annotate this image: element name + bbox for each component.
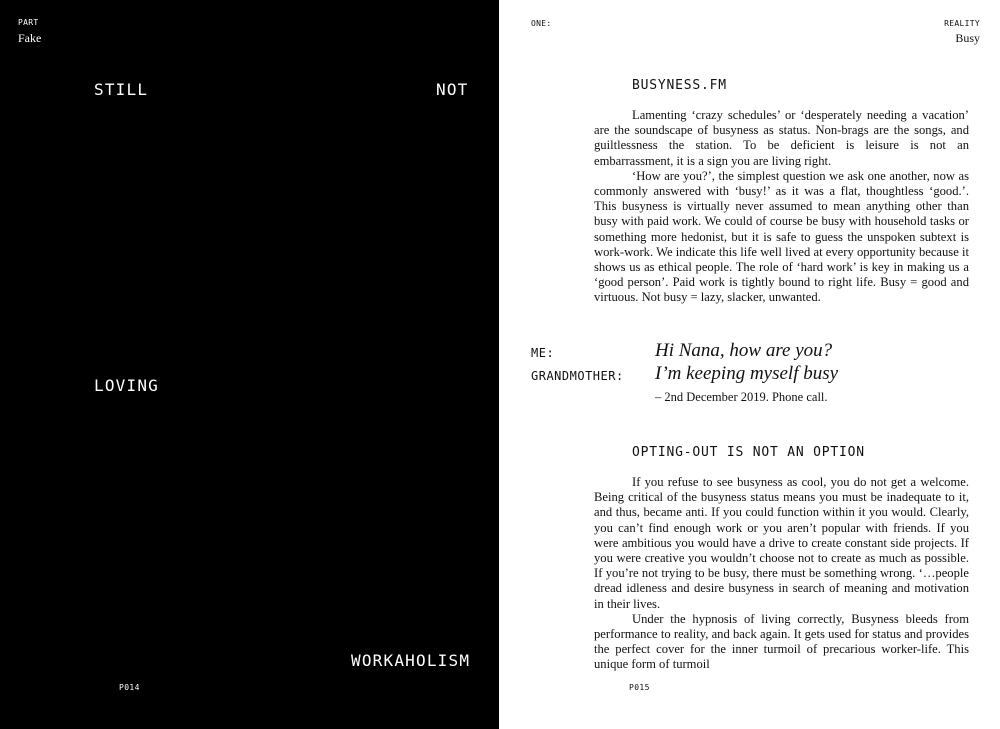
paragraph: Under the hypnosis of living correctly, Busyness bleeds from performance to reality, and back again. It gets used for status and provides the perfect cover for the inner turmoil of precarious worker-life. This unique form of turmoil [594, 611, 969, 672]
heading-busyness-fm: BUSYNESS.FM [632, 78, 727, 93]
section-label: ONE: [531, 19, 552, 28]
dialog-grandmother-line: I’m keeping myself busy [655, 363, 839, 384]
body-section-2 [594, 475, 969, 673]
word-loving: LOVING [94, 376, 159, 395]
word-not: NOT [436, 80, 469, 99]
dialog-source: – 2nd December 2019. Phone call. [655, 390, 828, 404]
dialog-me-label: ME: [531, 346, 555, 360]
body-section-1 [594, 108, 969, 306]
reality-name: Busy [955, 31, 980, 45]
dialog-grandmother-label: GRANDMOTHER: [531, 369, 624, 383]
right-page [499, 0, 1000, 729]
paragraph: Lamenting ‘crazy schedules’ or ‘desperately needing a vacation’ are the soundscape of busyness as status. Non-brags are the songs, and guiltlessness the station. To be deficient is leisure is not an embarrassment, it is a sign you are living right. [594, 108, 969, 168]
part-label: PART [18, 18, 39, 27]
word-workaholism: WORKAHOLISM [351, 651, 471, 670]
part-name: Fake [18, 31, 42, 45]
paragraph: If you refuse to see busyness as cool, you do not get a welcome. Being critical of the busyness status means you must be inadequate to it, and thus, became anti. If you could function within it you would. Clearly, you can’t find enough work or you aren’t popular with friends. If you were ambitious you would have a drive to create constant side projects. If you were creative you wouldn’t choose not to create as much as possible. If you’re not trying to be busy, there must be something wrong. ‘…people dread idleness and desire busyness in search of meaning and motivation in their lives. [594, 475, 969, 611]
dialog-me-line: Hi Nana, how are you? [655, 340, 833, 361]
left-folio: P014 [119, 683, 140, 692]
left-page [0, 0, 499, 729]
word-still: STILL [94, 80, 149, 99]
heading-opting-out: OPTING-OUT IS NOT AN OPTION [632, 445, 865, 460]
paragraph: ‘How are you?’, the simplest question we ask one another, now as commonly answered with ‘busy!’ as it was a flat, thoughtless ‘good.’. This busyness is virtually never assumed to mean anything other than busy with paid work. We could of course be busy with household tasks or something more hedonist, but it is safe to guess the unspoken subtext is work-work. We indicate this life well lived at every opportunity because it shows us as ethical people. The role of ‘hard work’ is key in making us a ‘good person’. Paid work is tightly bound to right life. Busy = good and virtuous. Not busy = lazy, slacker, unwanted. [594, 168, 969, 305]
right-folio: P015 [629, 683, 650, 692]
reality-label: REALITY [944, 19, 980, 28]
